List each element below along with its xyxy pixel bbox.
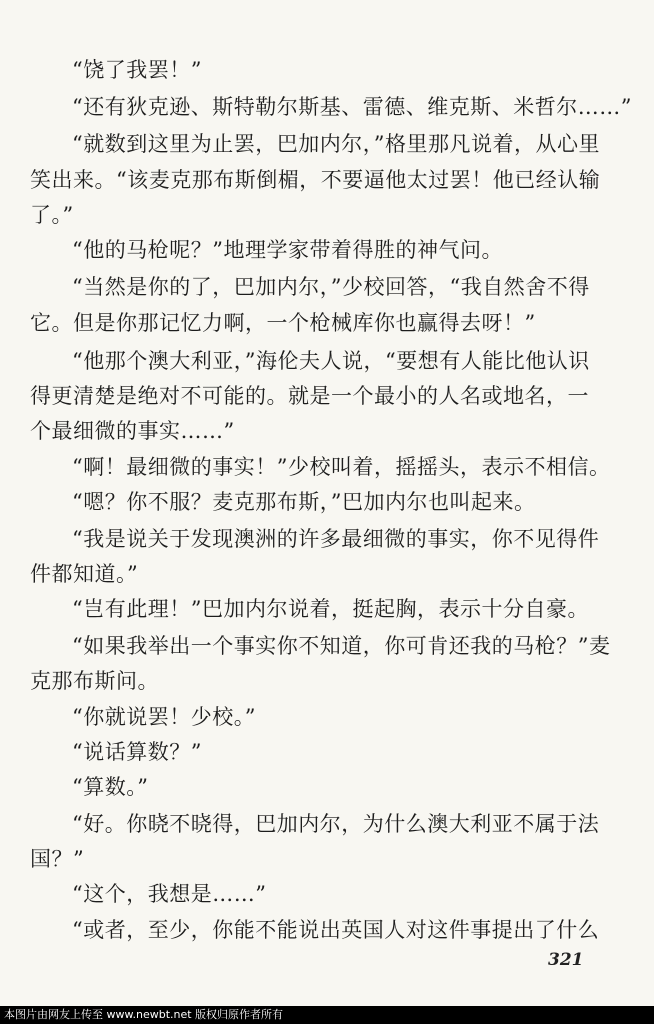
text-line: “嗯？你不服？麦克那布斯，”巴加内尔也叫起来。 [72, 490, 536, 514]
text-line: “我是说关于发现澳洲的许多最细微的事实，你不见得件 [72, 527, 600, 551]
text-line: “饶了我罢！” [72, 58, 202, 82]
text-line: 得更清楚是绝对不可能的。就是一个最小的人名或地名，一 [30, 384, 589, 408]
text-line: “说话算数？” [72, 740, 202, 764]
text-line: “如果我举出一个事实你不知道，你可肯还我的马枪？”麦 [72, 634, 611, 658]
text-line: “算数。” [72, 775, 149, 799]
text-line: 个最细微的事实……” [30, 419, 235, 443]
text-line: “你就说罢！少校。” [72, 705, 256, 729]
text-line: “还有狄克逊、斯特勒尔斯基、雷德、维克斯、米哲尔……” [72, 95, 632, 119]
text-line: “或者，至少，你能不能说出英国人对这件事提出了什么 [72, 918, 600, 942]
text-line: “这个，我想是……” [72, 882, 267, 906]
text-line: “啊！最细微的事实！”少校叫着，摇摇头，表示不相信。 [72, 455, 611, 479]
text-line: “他那个澳大利亚，”海伦夫人说，“要想有人能比他认识 [72, 349, 590, 373]
page-number: 321 [548, 950, 584, 970]
text-line: “好。你晓不晓得，巴加内尔，为什么澳大利亚不属于法 [72, 812, 600, 836]
text-line: “就数到这里为止罢，巴加内尔，”格里那凡说着，从心里 [72, 132, 600, 156]
text-line: 克那布斯问。 [30, 669, 159, 693]
text-line: 了。” [30, 203, 74, 227]
text-line: “岂有此理！”巴加内尔说着，挺起胸，表示十分自豪。 [72, 597, 589, 621]
text-line: “他的马枪呢？”地理学家带着得胜的神气问。 [72, 238, 503, 262]
text-line: “当然是你的了，巴加内尔，”少校回答，“我自然舍不得 [72, 275, 590, 299]
text-line: 它。但是你那记忆力啊，一个枪械库你也赢得去呀！” [30, 311, 536, 335]
text-line: 件都知道。” [30, 562, 139, 586]
watermark-footer: 本图片由网友上传至 www.newbt.net 版权归原作者所有 [0, 1006, 654, 1024]
text-line: 国？” [30, 847, 85, 871]
text-line: 笑出来。“该麦克那布斯倒楣，不要逼他太过罢！他已经认输 [30, 168, 601, 192]
